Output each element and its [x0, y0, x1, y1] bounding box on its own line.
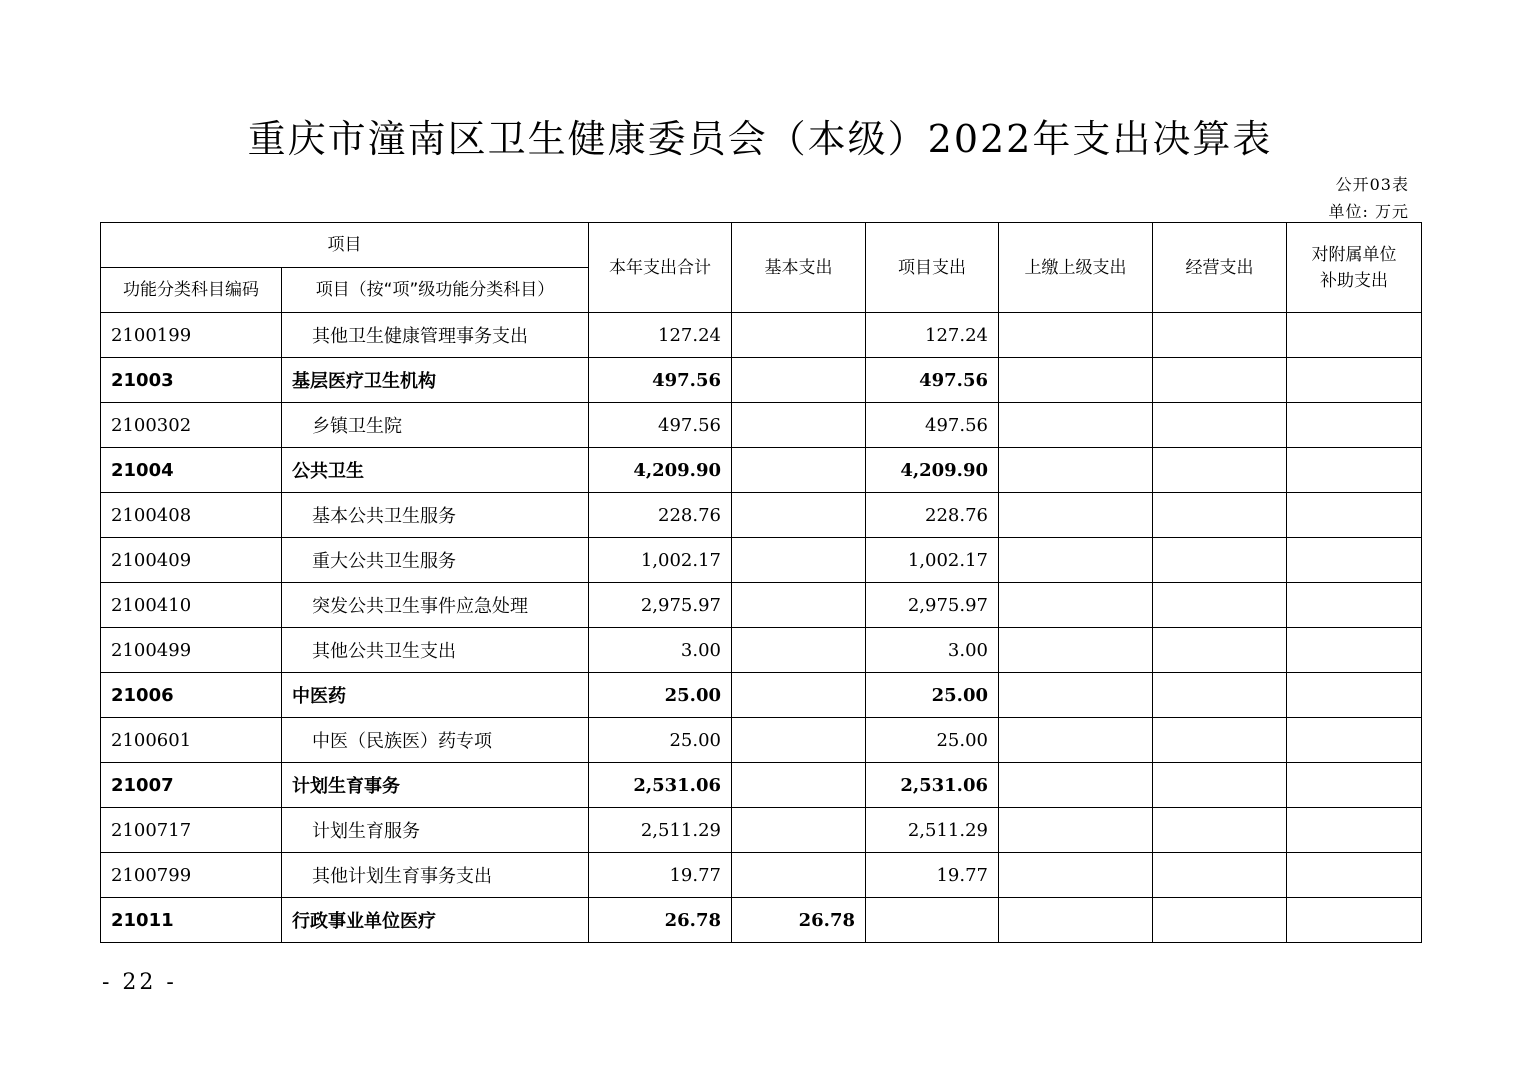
cell-total: 25.00	[589, 718, 732, 763]
table-row	[101, 763, 1422, 808]
table-row	[101, 673, 1422, 718]
table-row	[101, 628, 1422, 673]
header-remit: 上缴上级支出	[999, 223, 1153, 313]
cell-project: 4,209.90	[866, 448, 999, 493]
table-row	[101, 808, 1422, 853]
cell-name: 行政事业单位医疗	[282, 898, 589, 943]
cell-remit	[999, 763, 1153, 808]
cell-code: 21006	[101, 673, 282, 718]
cell-project: 2,531.06	[866, 763, 999, 808]
cell-code: 2100410	[101, 583, 282, 628]
cell-subsidy	[1287, 853, 1422, 898]
cell-total: 2,531.06	[589, 763, 732, 808]
header-project: 项目支出	[866, 223, 999, 313]
table-row	[101, 403, 1422, 448]
cell-business	[1153, 628, 1287, 673]
header-business: 经营支出	[1153, 223, 1287, 313]
header-basic: 基本支出	[732, 223, 866, 313]
cell-code: 2100408	[101, 493, 282, 538]
cell-project	[866, 898, 999, 943]
cell-total: 26.78	[589, 898, 732, 943]
cell-total: 2,511.29	[589, 808, 732, 853]
cell-subsidy	[1287, 763, 1422, 808]
header-code: 功能分类科目编码	[101, 268, 282, 313]
cell-project: 19.77	[866, 853, 999, 898]
cell-code: 2100199	[101, 313, 282, 358]
cell-business	[1153, 898, 1287, 943]
header-total: 本年支出合计	[589, 223, 732, 313]
cell-basic	[732, 493, 866, 538]
header-item: 项目	[101, 223, 589, 268]
cell-remit	[999, 448, 1153, 493]
cell-basic: 26.78	[732, 898, 866, 943]
table-row	[101, 898, 1422, 943]
table-row	[101, 448, 1422, 493]
cell-project: 497.56	[866, 358, 999, 403]
cell-subsidy	[1287, 448, 1422, 493]
cell-name: 中医（民族医）药专项	[282, 718, 589, 763]
cell-business	[1153, 673, 1287, 718]
cell-code: 2100799	[101, 853, 282, 898]
cell-total: 19.77	[589, 853, 732, 898]
cell-remit	[999, 493, 1153, 538]
header-subsidy-line2: 补助支出	[1320, 270, 1388, 291]
cell-business	[1153, 853, 1287, 898]
table-row	[101, 358, 1422, 403]
cell-name: 基本公共卫生服务	[282, 493, 589, 538]
cell-name: 突发公共卫生事件应急处理	[282, 583, 589, 628]
cell-total: 2,975.97	[589, 583, 732, 628]
cell-basic	[732, 673, 866, 718]
cell-code: 21011	[101, 898, 282, 943]
cell-subsidy	[1287, 538, 1422, 583]
cell-name: 计划生育服务	[282, 808, 589, 853]
cell-total: 1,002.17	[589, 538, 732, 583]
cell-basic	[732, 583, 866, 628]
cell-basic	[732, 628, 866, 673]
cell-subsidy	[1287, 313, 1422, 358]
cell-remit	[999, 718, 1153, 763]
cell-project: 228.76	[866, 493, 999, 538]
cell-business	[1153, 718, 1287, 763]
cell-name: 其他卫生健康管理事务支出	[282, 313, 589, 358]
table-row	[101, 853, 1422, 898]
cell-subsidy	[1287, 583, 1422, 628]
cell-subsidy	[1287, 628, 1422, 673]
header-name: 项目（按“项”级功能分类科目）	[282, 268, 589, 313]
cell-project: 2,511.29	[866, 808, 999, 853]
cell-code: 2100499	[101, 628, 282, 673]
cell-remit	[999, 898, 1153, 943]
cell-basic	[732, 403, 866, 448]
table-row	[101, 538, 1422, 583]
cell-business	[1153, 808, 1287, 853]
page-number: - 22 -	[102, 970, 177, 995]
cell-basic	[732, 763, 866, 808]
table-row	[101, 493, 1422, 538]
cell-basic	[732, 313, 866, 358]
cell-subsidy	[1287, 493, 1422, 538]
cell-subsidy	[1287, 673, 1422, 718]
cell-basic	[732, 853, 866, 898]
cell-remit	[999, 673, 1153, 718]
cell-remit	[999, 853, 1153, 898]
cell-subsidy	[1287, 403, 1422, 448]
cell-project: 3.00	[866, 628, 999, 673]
cell-name: 公共卫生	[282, 448, 589, 493]
cell-code: 21004	[101, 448, 282, 493]
cell-project: 2,975.97	[866, 583, 999, 628]
cell-subsidy	[1287, 358, 1422, 403]
cell-project: 1,002.17	[866, 538, 999, 583]
cell-code: 2100409	[101, 538, 282, 583]
cell-remit	[999, 628, 1153, 673]
cell-basic	[732, 718, 866, 763]
cell-business	[1153, 763, 1287, 808]
cell-total: 25.00	[589, 673, 732, 718]
cell-total: 3.00	[589, 628, 732, 673]
cell-code: 21007	[101, 763, 282, 808]
cell-name: 其他计划生育事务支出	[282, 853, 589, 898]
table-row	[101, 583, 1422, 628]
unit-label: 单位: 万元	[1328, 202, 1409, 221]
cell-total: 4,209.90	[589, 448, 732, 493]
cell-total: 497.56	[589, 358, 732, 403]
cell-name: 计划生育事务	[282, 763, 589, 808]
cell-name: 基层医疗卫生机构	[282, 358, 589, 403]
cell-total: 497.56	[589, 403, 732, 448]
cell-business	[1153, 403, 1287, 448]
cell-remit	[999, 403, 1153, 448]
table-row	[101, 313, 1422, 358]
cell-business	[1153, 313, 1287, 358]
cell-name: 中医药	[282, 673, 589, 718]
cell-code: 2100717	[101, 808, 282, 853]
cell-basic	[732, 538, 866, 583]
cell-total: 127.24	[589, 313, 732, 358]
table-row	[101, 718, 1422, 763]
cell-project: 25.00	[866, 673, 999, 718]
cell-remit	[999, 808, 1153, 853]
cell-basic	[732, 358, 866, 403]
cell-name: 其他公共卫生支出	[282, 628, 589, 673]
cell-remit	[999, 358, 1153, 403]
cell-total: 228.76	[589, 493, 732, 538]
cell-project: 25.00	[866, 718, 999, 763]
cell-project: 497.56	[866, 403, 999, 448]
cell-business	[1153, 448, 1287, 493]
cell-remit	[999, 538, 1153, 583]
cell-code: 2100302	[101, 403, 282, 448]
cell-subsidy	[1287, 718, 1422, 763]
cell-code: 21003	[101, 358, 282, 403]
form-number: 公开03表	[1335, 175, 1409, 194]
page-title: 重庆市潼南区卫生健康委员会（本级）2022年支出决算表	[247, 117, 1273, 161]
cell-name: 乡镇卫生院	[282, 403, 589, 448]
cell-name: 重大公共卫生服务	[282, 538, 589, 583]
cell-subsidy	[1287, 898, 1422, 943]
header-subsidy	[1287, 223, 1422, 313]
cell-subsidy	[1287, 808, 1422, 853]
cell-code: 2100601	[101, 718, 282, 763]
cell-business	[1153, 493, 1287, 538]
expenditure-table	[100, 222, 1422, 943]
cell-basic	[732, 808, 866, 853]
cell-business	[1153, 358, 1287, 403]
cell-business	[1153, 583, 1287, 628]
cell-basic	[732, 448, 866, 493]
cell-project: 127.24	[866, 313, 999, 358]
cell-remit	[999, 583, 1153, 628]
cell-business	[1153, 538, 1287, 583]
cell-remit	[999, 313, 1153, 358]
header-subsidy-line1: 对附属单位	[1311, 244, 1397, 265]
